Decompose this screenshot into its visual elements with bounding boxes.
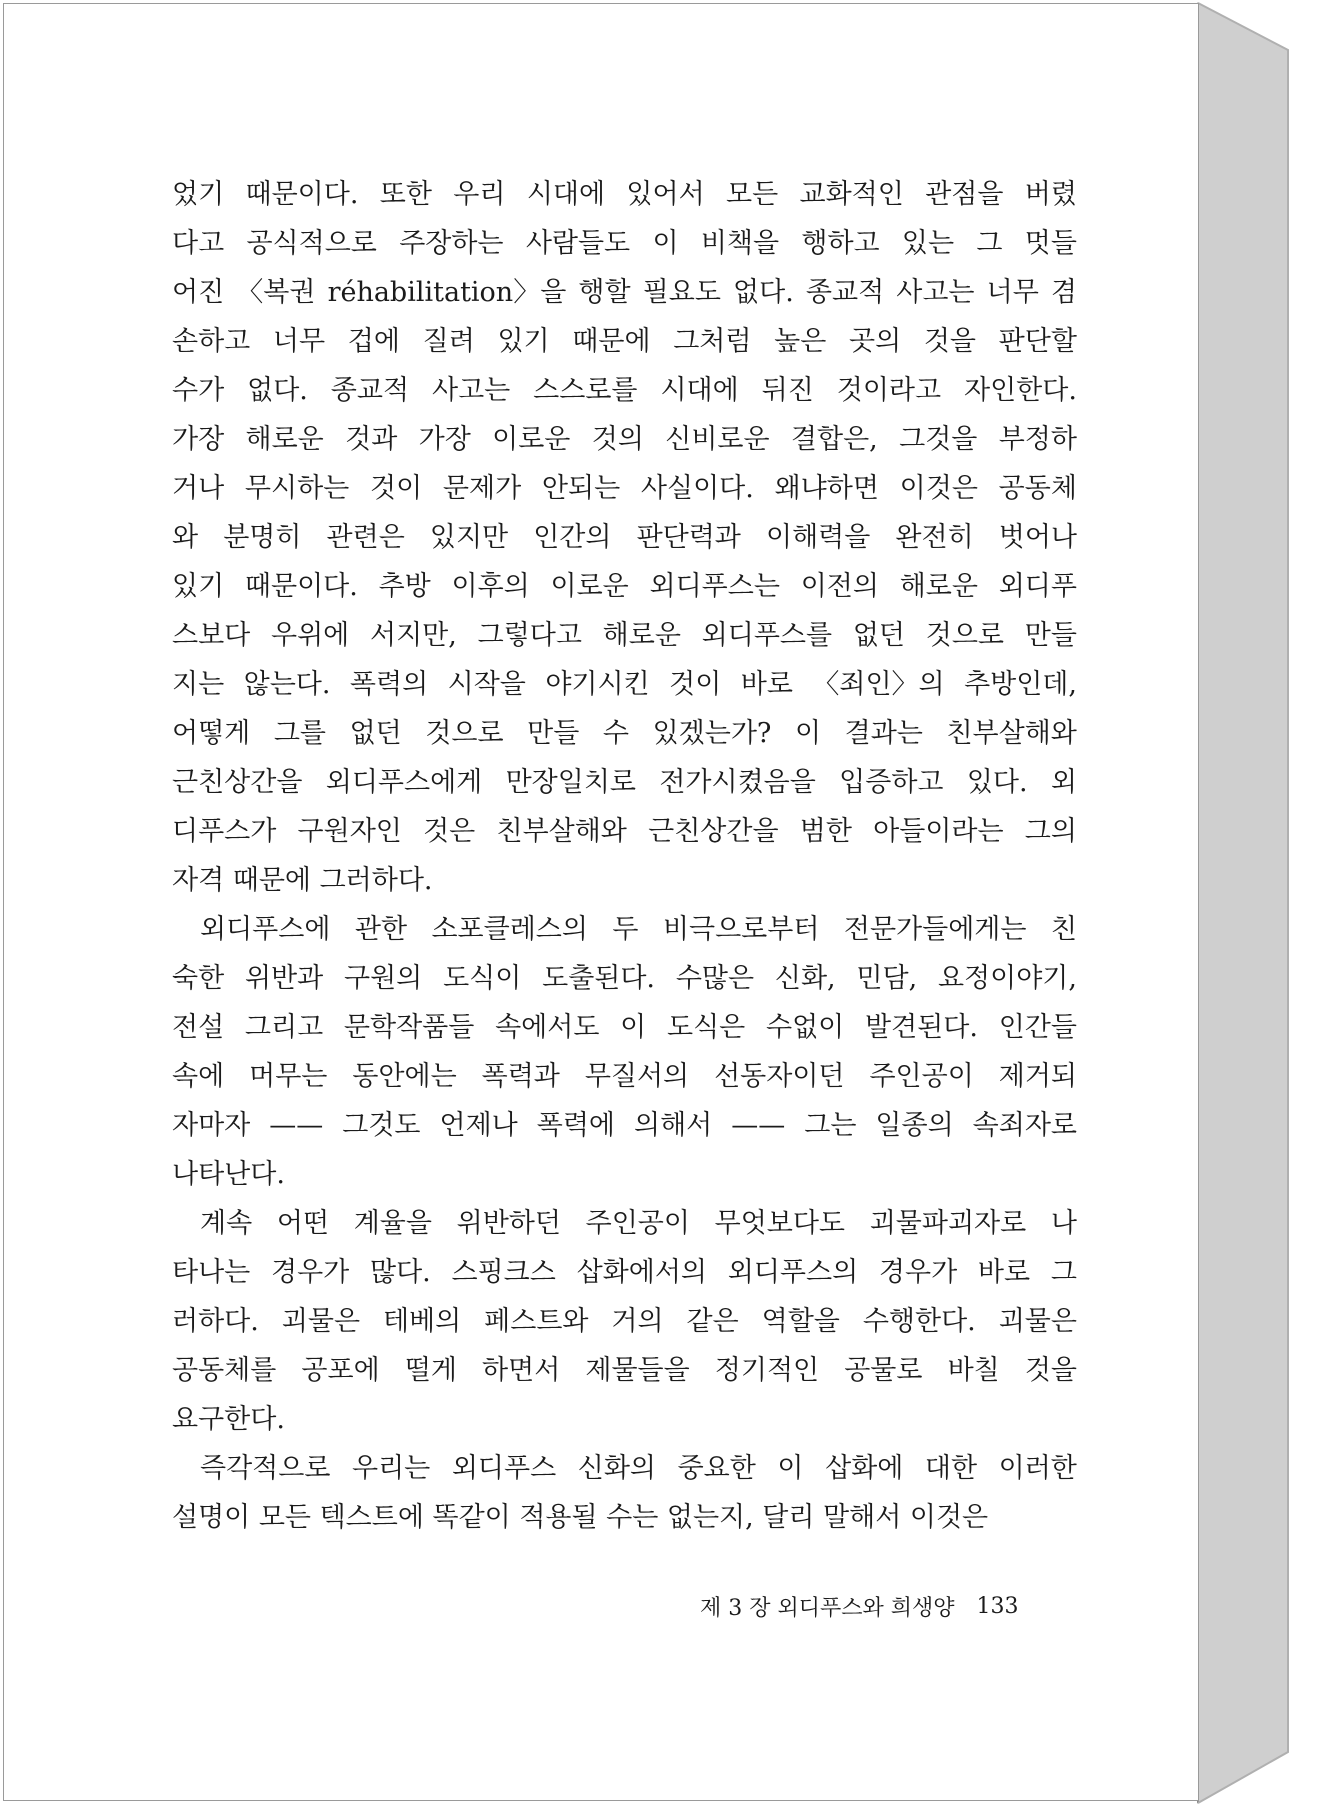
text-line: 숙한 위반과 구원의 도식이 도출된다. 수많은 신화, 민담, 요정이야기, xyxy=(172,963,1077,994)
text-line: 설명이 모든 텍스트에 똑같이 적용될 수는 없는지, 달리 말해서 이것은 xyxy=(172,1502,989,1533)
text-line: 거나 무시하는 것이 문제가 안되는 사실이다. 왜냐하면 이것은 공동체 xyxy=(172,473,1077,504)
text-line: 디푸스가 구원자인 것은 친부살해와 근친상간을 범한 아들이라는 그의 xyxy=(172,816,1077,847)
text-line: 요구한다. xyxy=(172,1404,285,1435)
text-line: 자격 때문에 그러하다. xyxy=(172,865,433,896)
text-line: 가장 해로운 것과 가장 이로운 것의 신비로운 결합은, 그것을 부정하 xyxy=(172,424,1077,455)
text-line: 스보다 우위에 서지만, 그렇다고 해로운 외디푸스를 없던 것으로 만들 xyxy=(172,620,1077,651)
chapter-title: 제 3 장 외디푸스와 희생양 xyxy=(700,1595,955,1621)
text-line: 지는 않는다. 폭력의 시작을 야기시킨 것이 바로 〈죄인〉의 추방인데, xyxy=(172,669,1077,700)
paragraph xyxy=(172,1199,1077,1444)
text-line: 근친상간을 외디푸스에게 만장일치로 전가시켰음을 입증하고 있다. 외 xyxy=(172,767,1077,798)
text-line: 다고 공식적으로 주장하는 사람들도 이 비책을 행하고 있는 그 멋들 xyxy=(172,228,1077,259)
paragraph xyxy=(172,170,1077,905)
text-line: 속에 머무는 동안에는 폭력과 무질서의 선동자이던 주인공이 제거되 xyxy=(172,1061,1077,1092)
running-footer xyxy=(700,1586,1050,1626)
page-number: 133 xyxy=(976,1593,1019,1619)
text-line: 있기 때문이다. 추방 이후의 이로운 외디푸스는 이전의 해로운 외디푸 xyxy=(172,571,1077,602)
paragraph xyxy=(172,905,1077,1199)
text-line: 러하다. 괴물은 테베의 페스트와 거의 같은 역할을 수행한다. 괴물은 xyxy=(172,1306,1077,1337)
page-body-text xyxy=(172,170,1077,1542)
text-line: 수가 없다. 종교적 사고는 스스로를 시대에 뒤진 것이라고 자인한다. xyxy=(172,375,1077,406)
text-line: 공동체를 공포에 떨게 하면서 제물들을 정기적인 공물로 바칠 것을 xyxy=(172,1355,1077,1386)
text-line: 외디푸스에 관한 소포클레스의 두 비극으로부터 전문가들에게는 친 xyxy=(200,914,1077,945)
text-line: 계속 어떤 계율을 위반하던 주인공이 무엇보다도 괴물파괴자로 나 xyxy=(200,1208,1077,1239)
text-line: 타나는 경우가 많다. 스핑크스 삽화에서의 외디푸스의 경우가 바로 그 xyxy=(172,1257,1077,1288)
text-line: 나타난다. xyxy=(172,1159,285,1190)
text-line: 어떻게 그를 없던 것으로 만들 수 있겠는가? 이 결과는 친부살해와 xyxy=(172,718,1077,749)
text-line: 어진 〈복권 réhabilitation〉을 행할 필요도 없다. 종교적 사고는 너무 겸 xyxy=(172,277,1077,308)
text-line: 었기 때문이다. 또한 우리 시대에 있어서 모든 교화적인 관점을 버렸 xyxy=(172,179,1077,210)
text-line: 손하고 너무 겁에 질려 있기 때문에 그처럼 높은 곳의 것을 판단할 xyxy=(172,326,1077,357)
text-line: 와 분명히 관련은 있지만 인간의 판단력과 이해력을 완전히 벗어나 xyxy=(172,522,1077,553)
paragraph xyxy=(172,1444,1077,1542)
text-line: 자마자 —— 그것도 언제나 폭력에 의해서 —— 그는 일종의 속죄자로 xyxy=(172,1110,1077,1141)
text-line: 전설 그리고 문학작품들 속에서도 이 도식은 수없이 발견된다. 인간들 xyxy=(172,1012,1077,1043)
text-line: 즉각적으로 우리는 외디푸스 신화의 중요한 이 삽화에 대한 이러한 xyxy=(200,1453,1077,1484)
